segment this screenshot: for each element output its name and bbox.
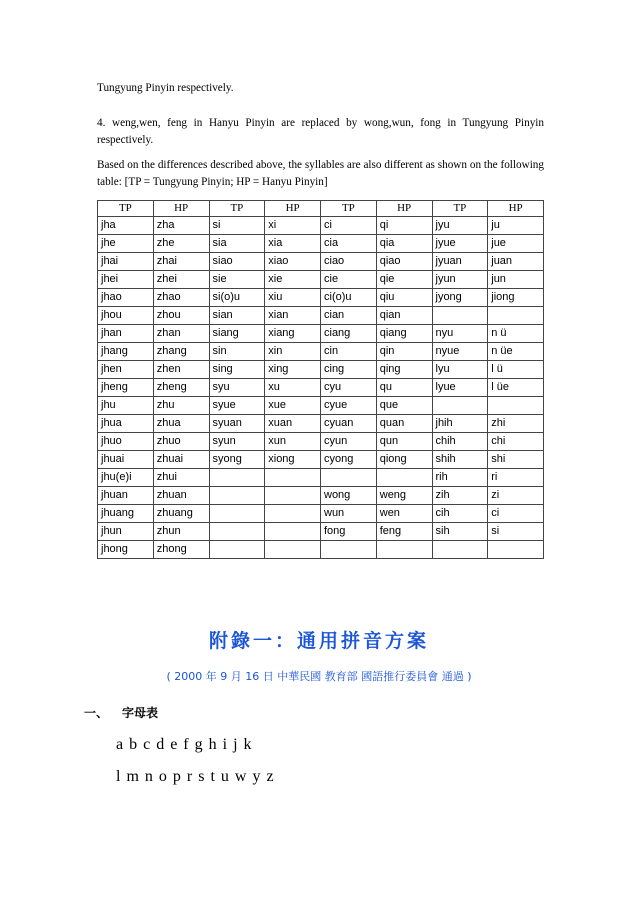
- table-cell: jhu(e)i: [98, 469, 154, 487]
- table-cell: jheng: [98, 379, 154, 397]
- section-number: 一、: [84, 706, 109, 720]
- table-row: [98, 469, 544, 487]
- section-heading: [84, 704, 158, 721]
- table-cell: qiao: [376, 253, 432, 271]
- table-header-row: [98, 201, 544, 217]
- table-cell: [265, 487, 321, 505]
- table-cell: chih: [432, 433, 488, 451]
- table-cell: jhei: [98, 271, 154, 289]
- table-cell: shih: [432, 451, 488, 469]
- table-cell: jyu: [432, 217, 488, 235]
- table-cell: qu: [376, 379, 432, 397]
- table-cell: xin: [265, 343, 321, 361]
- table-row: [98, 487, 544, 505]
- table-row: [98, 235, 544, 253]
- table-cell: syun: [209, 433, 265, 451]
- table-cell: qing: [376, 361, 432, 379]
- table-cell: nyue: [432, 343, 488, 361]
- table-cell: quan: [376, 415, 432, 433]
- table-row: [98, 397, 544, 415]
- table-cell: jhao: [98, 289, 154, 307]
- table-cell: xi: [265, 217, 321, 235]
- table-cell: si: [209, 217, 265, 235]
- table-cell: zhuan: [153, 487, 209, 505]
- paragraph-rule-4: 4. weng,wen, feng in Hanyu Pinyin are replaced by wong,wun, fong in Tungyung Pinyin respectively.: [97, 117, 544, 146]
- table-cell: fong: [321, 523, 377, 541]
- table-cell: [376, 469, 432, 487]
- table-cell: sin: [209, 343, 265, 361]
- table-cell: [209, 541, 265, 559]
- table-cell: juan: [488, 253, 544, 271]
- table-cell: zhuai: [153, 451, 209, 469]
- table-cell: weng: [376, 487, 432, 505]
- table-cell: jhong: [98, 541, 154, 559]
- table-cell: syu: [209, 379, 265, 397]
- table-cell: xia: [265, 235, 321, 253]
- table-cell: qie: [376, 271, 432, 289]
- table-cell: qin: [376, 343, 432, 361]
- table-cell: lyue: [432, 379, 488, 397]
- table-cell: cyun: [321, 433, 377, 451]
- table-row: [98, 343, 544, 361]
- table-cell: zhua: [153, 415, 209, 433]
- table-cell: ri: [488, 469, 544, 487]
- table-cell: zhen: [153, 361, 209, 379]
- alphabet-row-1: a b c d e f g h i j k: [116, 736, 253, 753]
- table-cell: zhang: [153, 343, 209, 361]
- table-cell: n üe: [488, 343, 544, 361]
- paragraph-continuation: Tungyung Pinyin respectively.: [97, 82, 234, 94]
- table-cell: zhong: [153, 541, 209, 559]
- pinyin-comparison-table: [97, 200, 544, 559]
- table-cell: cyuan: [321, 415, 377, 433]
- table-row: [98, 541, 544, 559]
- table-cell: qiu: [376, 289, 432, 307]
- table-cell: zhi: [488, 415, 544, 433]
- column-header: HP: [153, 201, 209, 217]
- table-row: [98, 451, 544, 469]
- table-cell: [265, 541, 321, 559]
- table-cell: jhun: [98, 523, 154, 541]
- column-header: HP: [376, 201, 432, 217]
- table-cell: ciao: [321, 253, 377, 271]
- table-cell: zhan: [153, 325, 209, 343]
- table-row: [98, 307, 544, 325]
- table-cell: ci: [488, 505, 544, 523]
- table-cell: [265, 469, 321, 487]
- table-cell: l üe: [488, 379, 544, 397]
- table-cell: [209, 523, 265, 541]
- column-header: TP: [432, 201, 488, 217]
- table-cell: jhuai: [98, 451, 154, 469]
- table-cell: xun: [265, 433, 321, 451]
- appendix-title: 附錄一：通用拼音方案: [208, 630, 429, 652]
- table-cell: cyong: [321, 451, 377, 469]
- table-cell: xu: [265, 379, 321, 397]
- table-cell: jhua: [98, 415, 154, 433]
- table-cell: jhuan: [98, 487, 154, 505]
- table-cell: sian: [209, 307, 265, 325]
- table-cell: xiao: [265, 253, 321, 271]
- table-cell: jyong: [432, 289, 488, 307]
- table-cell: xuan: [265, 415, 321, 433]
- table-cell: xie: [265, 271, 321, 289]
- table-cell: jyuan: [432, 253, 488, 271]
- table-cell: zi: [488, 487, 544, 505]
- table-cell: si: [488, 523, 544, 541]
- table-cell: jhe: [98, 235, 154, 253]
- table-cell: rih: [432, 469, 488, 487]
- table-cell: jiong: [488, 289, 544, 307]
- table-cell: si(o)u: [209, 289, 265, 307]
- table-cell: [488, 307, 544, 325]
- table-cell: zhe: [153, 235, 209, 253]
- table-cell: cia: [321, 235, 377, 253]
- table-cell: sing: [209, 361, 265, 379]
- section-title: 字母表: [122, 706, 159, 720]
- table-row: [98, 217, 544, 235]
- table-cell: qian: [376, 307, 432, 325]
- table-cell: zih: [432, 487, 488, 505]
- table-cell: siao: [209, 253, 265, 271]
- appendix-subtitle: ( 2000 年 9 月 16 日 中華民國 教育部 國語推行委員會 通過 ): [166, 670, 472, 683]
- table-cell: [376, 541, 432, 559]
- table-cell: zhun: [153, 523, 209, 541]
- table-cell: zhuo: [153, 433, 209, 451]
- table-cell: jhou: [98, 307, 154, 325]
- table-cell: feng: [376, 523, 432, 541]
- table-cell: cian: [321, 307, 377, 325]
- table-cell: xiang: [265, 325, 321, 343]
- table-cell: [209, 487, 265, 505]
- table-cell: zhuang: [153, 505, 209, 523]
- table-row: [98, 523, 544, 541]
- table-cell: syue: [209, 397, 265, 415]
- table-cell: xian: [265, 307, 321, 325]
- table-cell: sia: [209, 235, 265, 253]
- alphabet-row-2: l m n o p r s t u w y z: [116, 768, 275, 785]
- column-header: TP: [98, 201, 154, 217]
- table-row: [98, 253, 544, 271]
- table-cell: xiong: [265, 451, 321, 469]
- table-cell: nyu: [432, 325, 488, 343]
- table-cell: [209, 505, 265, 523]
- table-cell: ciang: [321, 325, 377, 343]
- table-cell: xue: [265, 397, 321, 415]
- table-cell: [432, 307, 488, 325]
- table-cell: [432, 541, 488, 559]
- table-cell: chi: [488, 433, 544, 451]
- table-row: [98, 325, 544, 343]
- table-cell: jyue: [432, 235, 488, 253]
- table-cell: l ü: [488, 361, 544, 379]
- table-cell: zhui: [153, 469, 209, 487]
- table-body: [98, 217, 544, 559]
- table-cell: qiong: [376, 451, 432, 469]
- table-cell: jhan: [98, 325, 154, 343]
- table-cell: jhai: [98, 253, 154, 271]
- table-cell: jyun: [432, 271, 488, 289]
- table-cell: sie: [209, 271, 265, 289]
- table-cell: zha: [153, 217, 209, 235]
- table-cell: [432, 397, 488, 415]
- table-row: [98, 415, 544, 433]
- table-cell: syong: [209, 451, 265, 469]
- table-row: [98, 379, 544, 397]
- table-cell: zhou: [153, 307, 209, 325]
- table-cell: zhai: [153, 253, 209, 271]
- table-cell: wong: [321, 487, 377, 505]
- table-cell: cyue: [321, 397, 377, 415]
- table-cell: wen: [376, 505, 432, 523]
- column-header: HP: [488, 201, 544, 217]
- column-header: HP: [265, 201, 321, 217]
- table-cell: shi: [488, 451, 544, 469]
- table-cell: zhu: [153, 397, 209, 415]
- table-cell: jha: [98, 217, 154, 235]
- table-cell: n ü: [488, 325, 544, 343]
- table-cell: ju: [488, 217, 544, 235]
- table-cell: [209, 469, 265, 487]
- paragraph-table-intro: Based on the differences described above, the syllables are also different as shown on the following table: [TP = Tungyung Pinyin; HP = Hanyu Pinyin]: [97, 159, 544, 188]
- table-row: [98, 361, 544, 379]
- table-cell: jhuo: [98, 433, 154, 451]
- table-cell: jun: [488, 271, 544, 289]
- table-cell: [265, 505, 321, 523]
- column-header: TP: [321, 201, 377, 217]
- table-cell: cyu: [321, 379, 377, 397]
- table-cell: que: [376, 397, 432, 415]
- table-cell: zhao: [153, 289, 209, 307]
- table-cell: jue: [488, 235, 544, 253]
- table-cell: lyu: [432, 361, 488, 379]
- table-cell: [488, 541, 544, 559]
- table-cell: syuan: [209, 415, 265, 433]
- table-cell: jhen: [98, 361, 154, 379]
- table-cell: cie: [321, 271, 377, 289]
- column-header: TP: [209, 201, 265, 217]
- table-cell: sih: [432, 523, 488, 541]
- table-row: [98, 505, 544, 523]
- table-cell: qia: [376, 235, 432, 253]
- table-cell: cing: [321, 361, 377, 379]
- table-cell: cih: [432, 505, 488, 523]
- table-cell: cin: [321, 343, 377, 361]
- table-cell: ci: [321, 217, 377, 235]
- table-cell: [321, 541, 377, 559]
- table-cell: wun: [321, 505, 377, 523]
- table-cell: qi: [376, 217, 432, 235]
- table-row: [98, 289, 544, 307]
- table-cell: xing: [265, 361, 321, 379]
- table-cell: [265, 523, 321, 541]
- table-cell: [488, 397, 544, 415]
- table-cell: jhuang: [98, 505, 154, 523]
- table-cell: qun: [376, 433, 432, 451]
- table-cell: jhih: [432, 415, 488, 433]
- table-cell: jhang: [98, 343, 154, 361]
- table-cell: ci(o)u: [321, 289, 377, 307]
- table-cell: jhu: [98, 397, 154, 415]
- table-cell: qiang: [376, 325, 432, 343]
- table-cell: zheng: [153, 379, 209, 397]
- table-cell: zhei: [153, 271, 209, 289]
- table-cell: [321, 469, 377, 487]
- table-row: [98, 433, 544, 451]
- table-row: [98, 271, 544, 289]
- table-cell: xiu: [265, 289, 321, 307]
- table-cell: siang: [209, 325, 265, 343]
